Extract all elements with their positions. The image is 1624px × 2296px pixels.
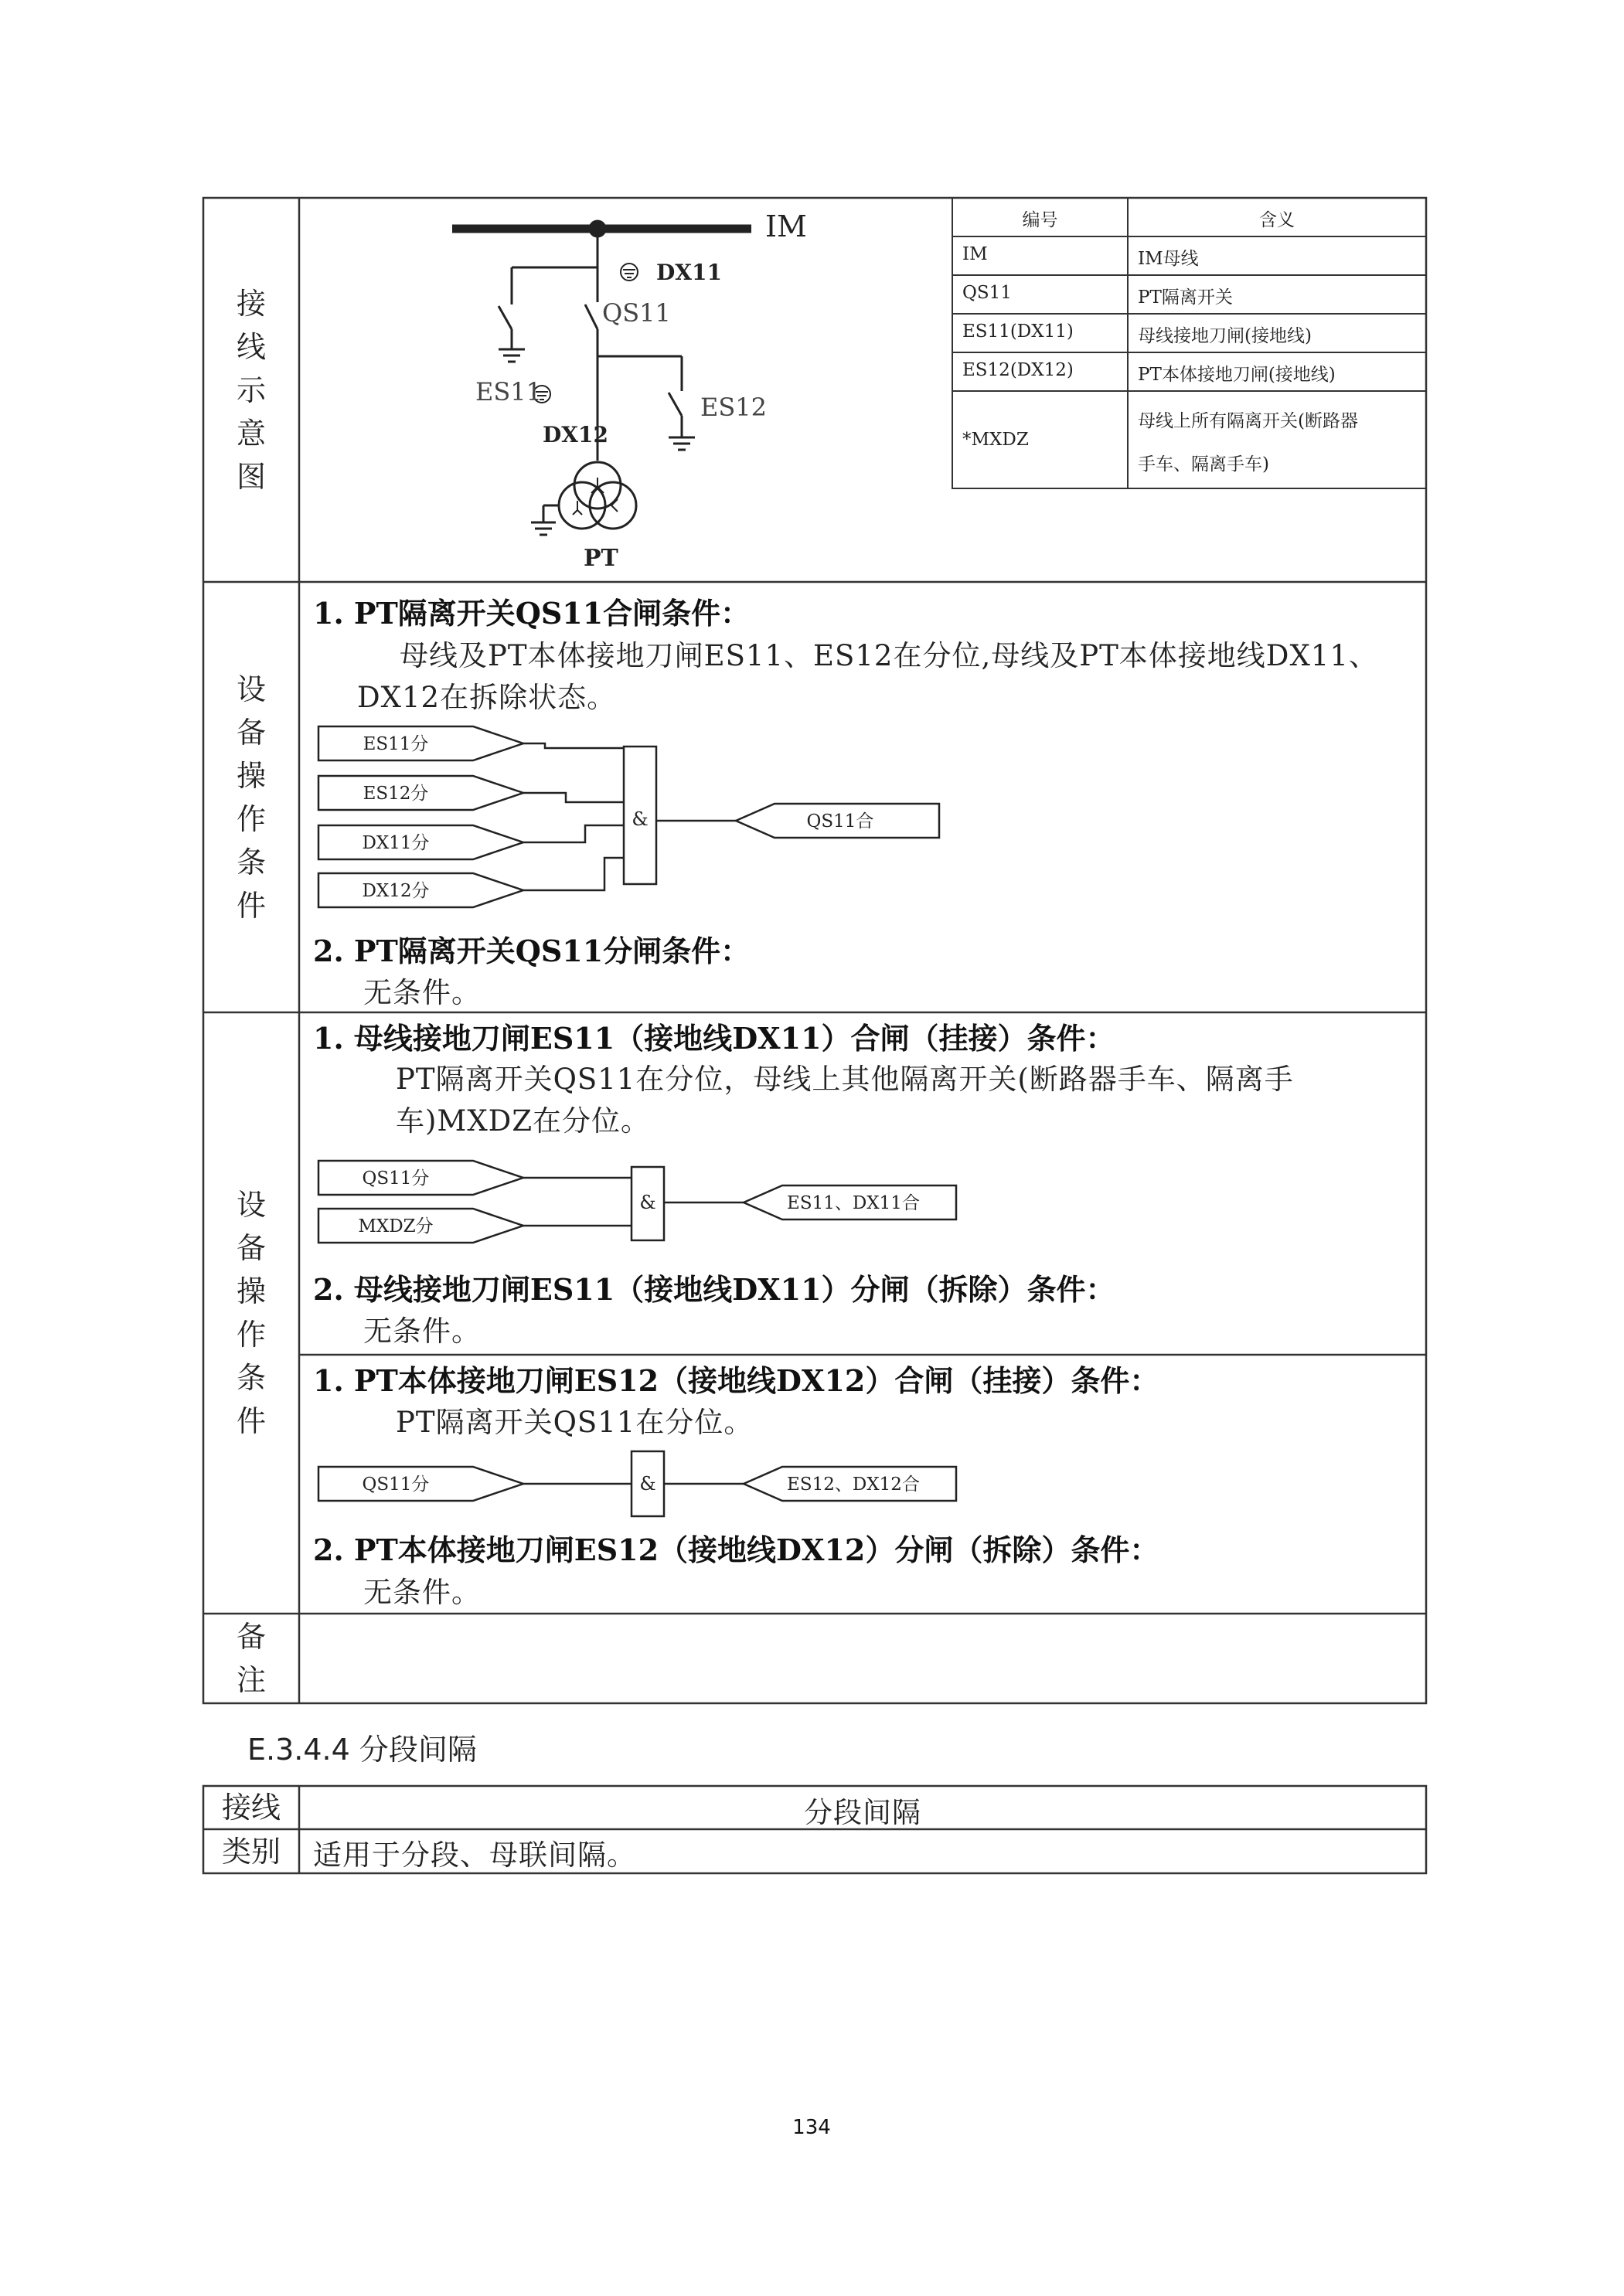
legend-meaning: 母线上所有隔离开关(断路器 (1138, 411, 1358, 431)
legend-code: QS11 (962, 283, 1012, 303)
legend-meaning: ⅠM母线 (1138, 249, 1199, 269)
sec3-heading-1: 1. 母线接地刀闸ES11（接地线DX11）合闸（挂接）条件： (313, 1021, 1115, 1056)
label-dx12: DX12 (543, 422, 608, 447)
label-es11: ES11 (475, 377, 542, 406)
svg-text:QS11合: QS11合 (806, 811, 874, 832)
label-qs11: QS11 (602, 298, 671, 328)
legend-meaning: PT本体接地刀闸(接地线) (1138, 365, 1336, 385)
sec3-text-1b: 车)MXDZ在分位。 (396, 1104, 651, 1138)
svg-text:QS11分: QS11分 (362, 1168, 430, 1189)
table2-label-top: 接线 (221, 1791, 281, 1825)
legend-header-meaning: 含义 (1259, 210, 1295, 230)
label-pt: PT (584, 545, 618, 572)
sec2-text-1a: 母线及PT本体接地刀闸ES11、ES12在分位,母线及PT本体接地线DX11、 (400, 639, 1378, 672)
svg-text:ES11分: ES11分 (363, 734, 429, 754)
svg-text:&: & (639, 1473, 656, 1495)
legend-meaning: PT隔离开关 (1138, 287, 1233, 308)
svg-text:&: & (632, 808, 649, 830)
svg-text:QS11分: QS11分 (362, 1475, 430, 1495)
legend-meaning-cont: 手车、隔离手车) (1138, 454, 1269, 475)
legend-code: *MXDZ (962, 430, 1029, 450)
legend-code: ES11(DX11) (962, 321, 1074, 342)
label-dx11: DX11 (656, 260, 722, 285)
legend-code: ⅠM (962, 244, 988, 264)
sec2-text-1b: DX12在拆除状态。 (357, 681, 617, 714)
logic-diagram-qs11-close (299, 711, 964, 912)
sec2-heading-2: 2. PT隔离开关QS11分闸条件： (313, 934, 751, 968)
label-bus-im: ⅠM (765, 209, 807, 243)
legend-header-code: 编号 (1022, 210, 1058, 230)
sec3-text-2: 无条件。 (363, 1315, 481, 1348)
svg-text:ES12、DX12合: ES12、DX12合 (787, 1475, 920, 1495)
row-label-operation-conditions-2: 设 备 操 作 条 件 (236, 1188, 266, 1438)
svg-text:DX12分: DX12分 (362, 881, 430, 901)
table2-label-bottom: 类别 (221, 1834, 281, 1869)
svg-text:&: & (639, 1192, 656, 1213)
legend-meaning: 母线接地刀闸(接地线) (1138, 326, 1312, 346)
sec4-heading-2: 2. PT本体接地刀闸ES12（接地线DX12）分闸（拆除）条件： (313, 1532, 1159, 1567)
logic-diagram-es11-close (299, 1151, 964, 1252)
label-es12: ES12 (700, 393, 767, 422)
single-line-diagram (299, 198, 952, 582)
svg-text:DX11分: DX11分 (362, 833, 430, 853)
row-label-wiring-diagram: 接 线 示 意 图 (236, 286, 266, 494)
sec3-heading-2: 2. 母线接地刀闸ES11（接地线DX11）分闸（拆除）条件： (313, 1272, 1115, 1307)
table2-title: 分段间隔 (804, 1796, 921, 1829)
sec2-text-2: 无条件。 (363, 976, 481, 1009)
sec3-text-1a: PT隔离开关QS11在分位，母线上其他隔离开关(断路器手车、隔离手 (396, 1063, 1294, 1096)
table2-description: 适用于分段、母联间隔。 (313, 1839, 636, 1872)
sec4-text-2: 无条件。 (363, 1576, 481, 1609)
svg-text:MXDZ分: MXDZ分 (358, 1216, 434, 1236)
page-number: 134 (792, 2116, 831, 2139)
logic-diagram-es12-close (299, 1447, 964, 1524)
section-caption: E.3.4.4 分段间隔 (247, 1733, 477, 1767)
svg-text:ES12分: ES12分 (363, 784, 429, 804)
sec4-text-1: PT隔离开关QS11在分位。 (396, 1406, 754, 1439)
legend-code: ES12(DX12) (962, 360, 1074, 380)
svg-text:ES11、DX11合: ES11、DX11合 (787, 1193, 920, 1213)
sec4-heading-1: 1. PT本体接地刀闸ES12（接地线DX12）合闸（挂接）条件： (313, 1363, 1159, 1398)
row-label-remarks: 备 注 (236, 1620, 266, 1697)
sec2-heading-1: 1. PT隔离开关QS11合闸条件： (313, 596, 751, 631)
row-label-operation-conditions-1: 设 备 操 作 条 件 (236, 672, 266, 923)
